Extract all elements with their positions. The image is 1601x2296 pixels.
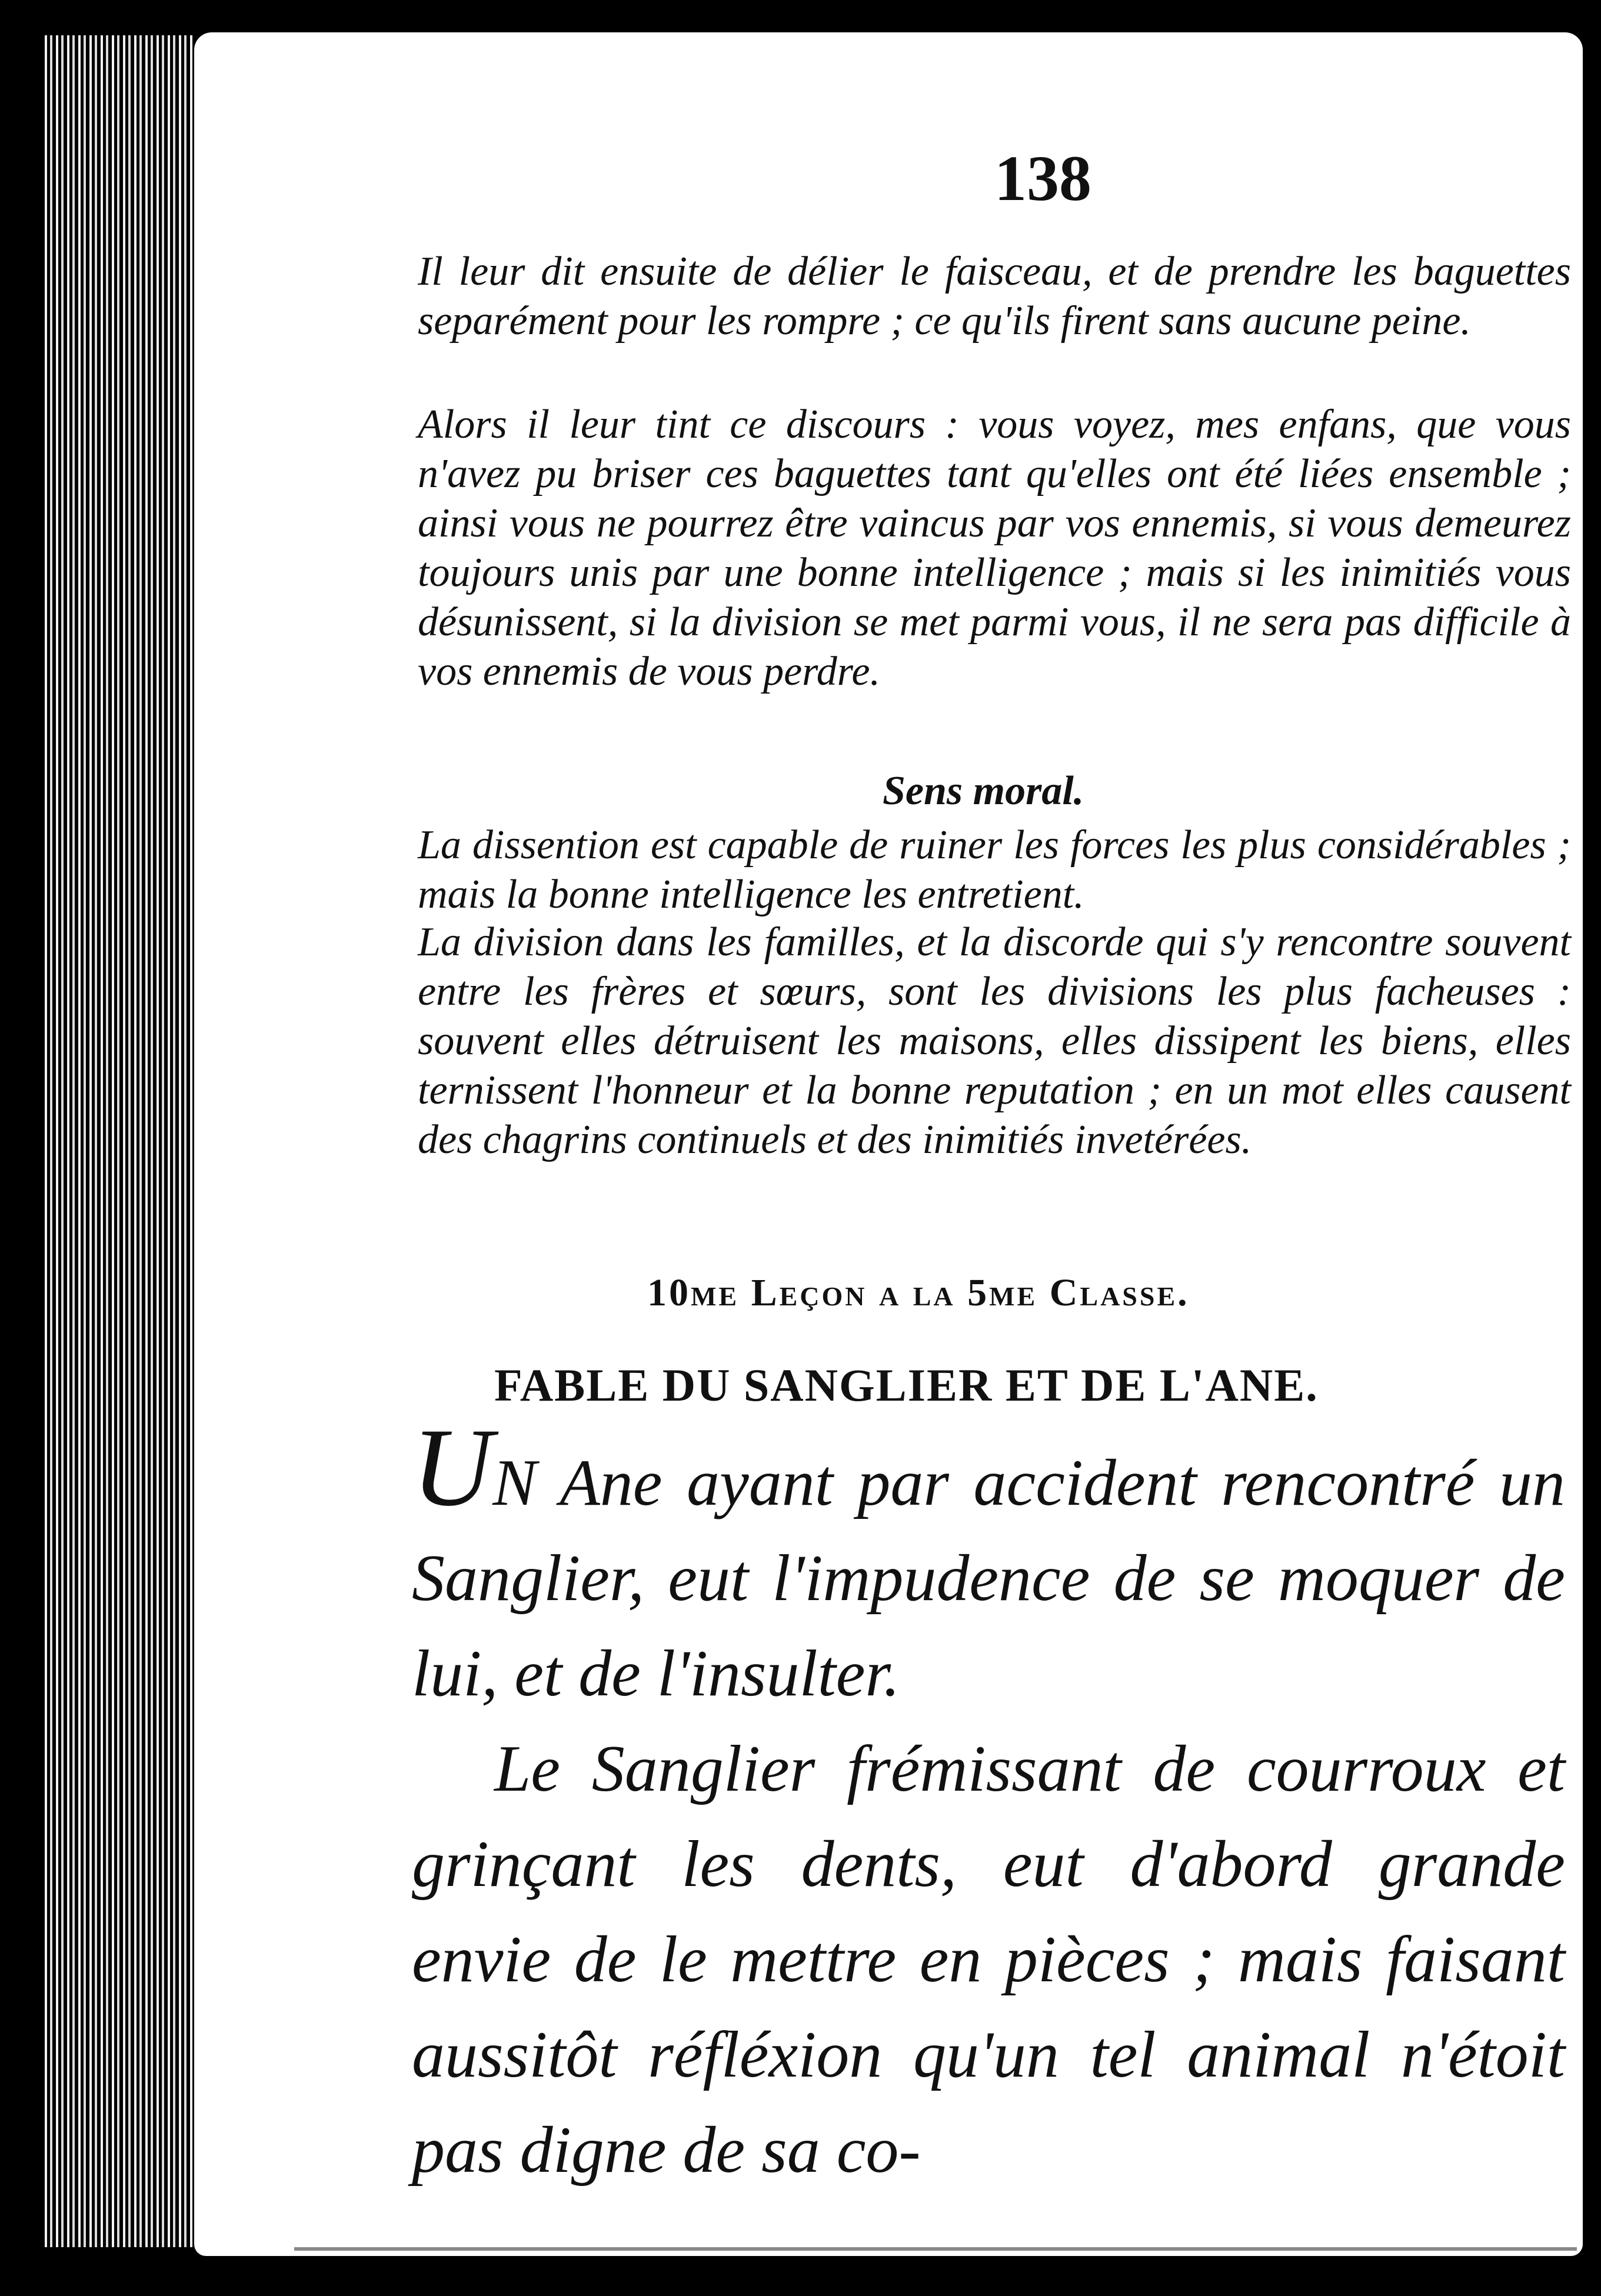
fable-title: FABLE DU SANGLIER ET DE L'ANE.: [494, 1359, 1319, 1411]
page-number: 138: [994, 142, 1091, 214]
body-paragraph-2: Alors il leur tint ce discours : vous voyez, mes enfans, que vous n'avez pu briser ces baguettes tant qu'elles ont été liées ensemble ; ainsi vous ne pourrez être vaincus par vos ennemis, si vous demeurez toujours unis par une bonne intelligence ; mais si les inimitiés vous désunissent, si la division se met parmi vous, il ne sera pas difficile à vos ennemis de vous perdre.: [418, 402, 1571, 694]
fable-text: [412, 1406, 1565, 2198]
book-page-edges: [41, 35, 194, 2247]
moral-heading: Sens moral.: [883, 768, 1084, 814]
moral-paragraph-2: La division dans les familles, et la discorde qui s'y rencontre souvent entre les frères et sœurs, sont les divisions les plus facheuses : souvent elles détruisent les maisons, elles dissipent les biens, elles ternissent l'honneur et la bonne reputation ; en un mot elles causent des chagrins continuels et des inimitiés invetérées.: [418, 919, 1571, 1162]
drop-cap: U: [412, 1406, 493, 1529]
page-bottom-edge: [294, 2247, 1577, 2251]
fable-paragraph-1: N Ane ayant par accident rencontré un Sanglier, eut l'impudence de se moquer de lui, et de l'insulter.: [412, 1447, 1565, 1710]
lesson-heading: 10me Leçon a la 5me Classe.: [647, 1271, 1190, 1314]
body-paragraph-1: Il leur dit ensuite de délier le faisceau, et de prendre les baguettes separément pour les rompre ; ce qu'ils firent sans aucune peine.: [418, 249, 1571, 344]
fable-paragraph-2: Le Sanglier frémissant de courroux et grinçant les dents, eut d'abord grande envie de le mettre en pièces ; mais faisant aussitôt réfléxion qu'un tel animal n'étoit pas digne de sa co-: [412, 1732, 1565, 2187]
moral-paragraph-1: La dissention est capable de ruiner les forces les plus considérables ; mais la bonne intelligence les entretient.: [418, 822, 1571, 917]
